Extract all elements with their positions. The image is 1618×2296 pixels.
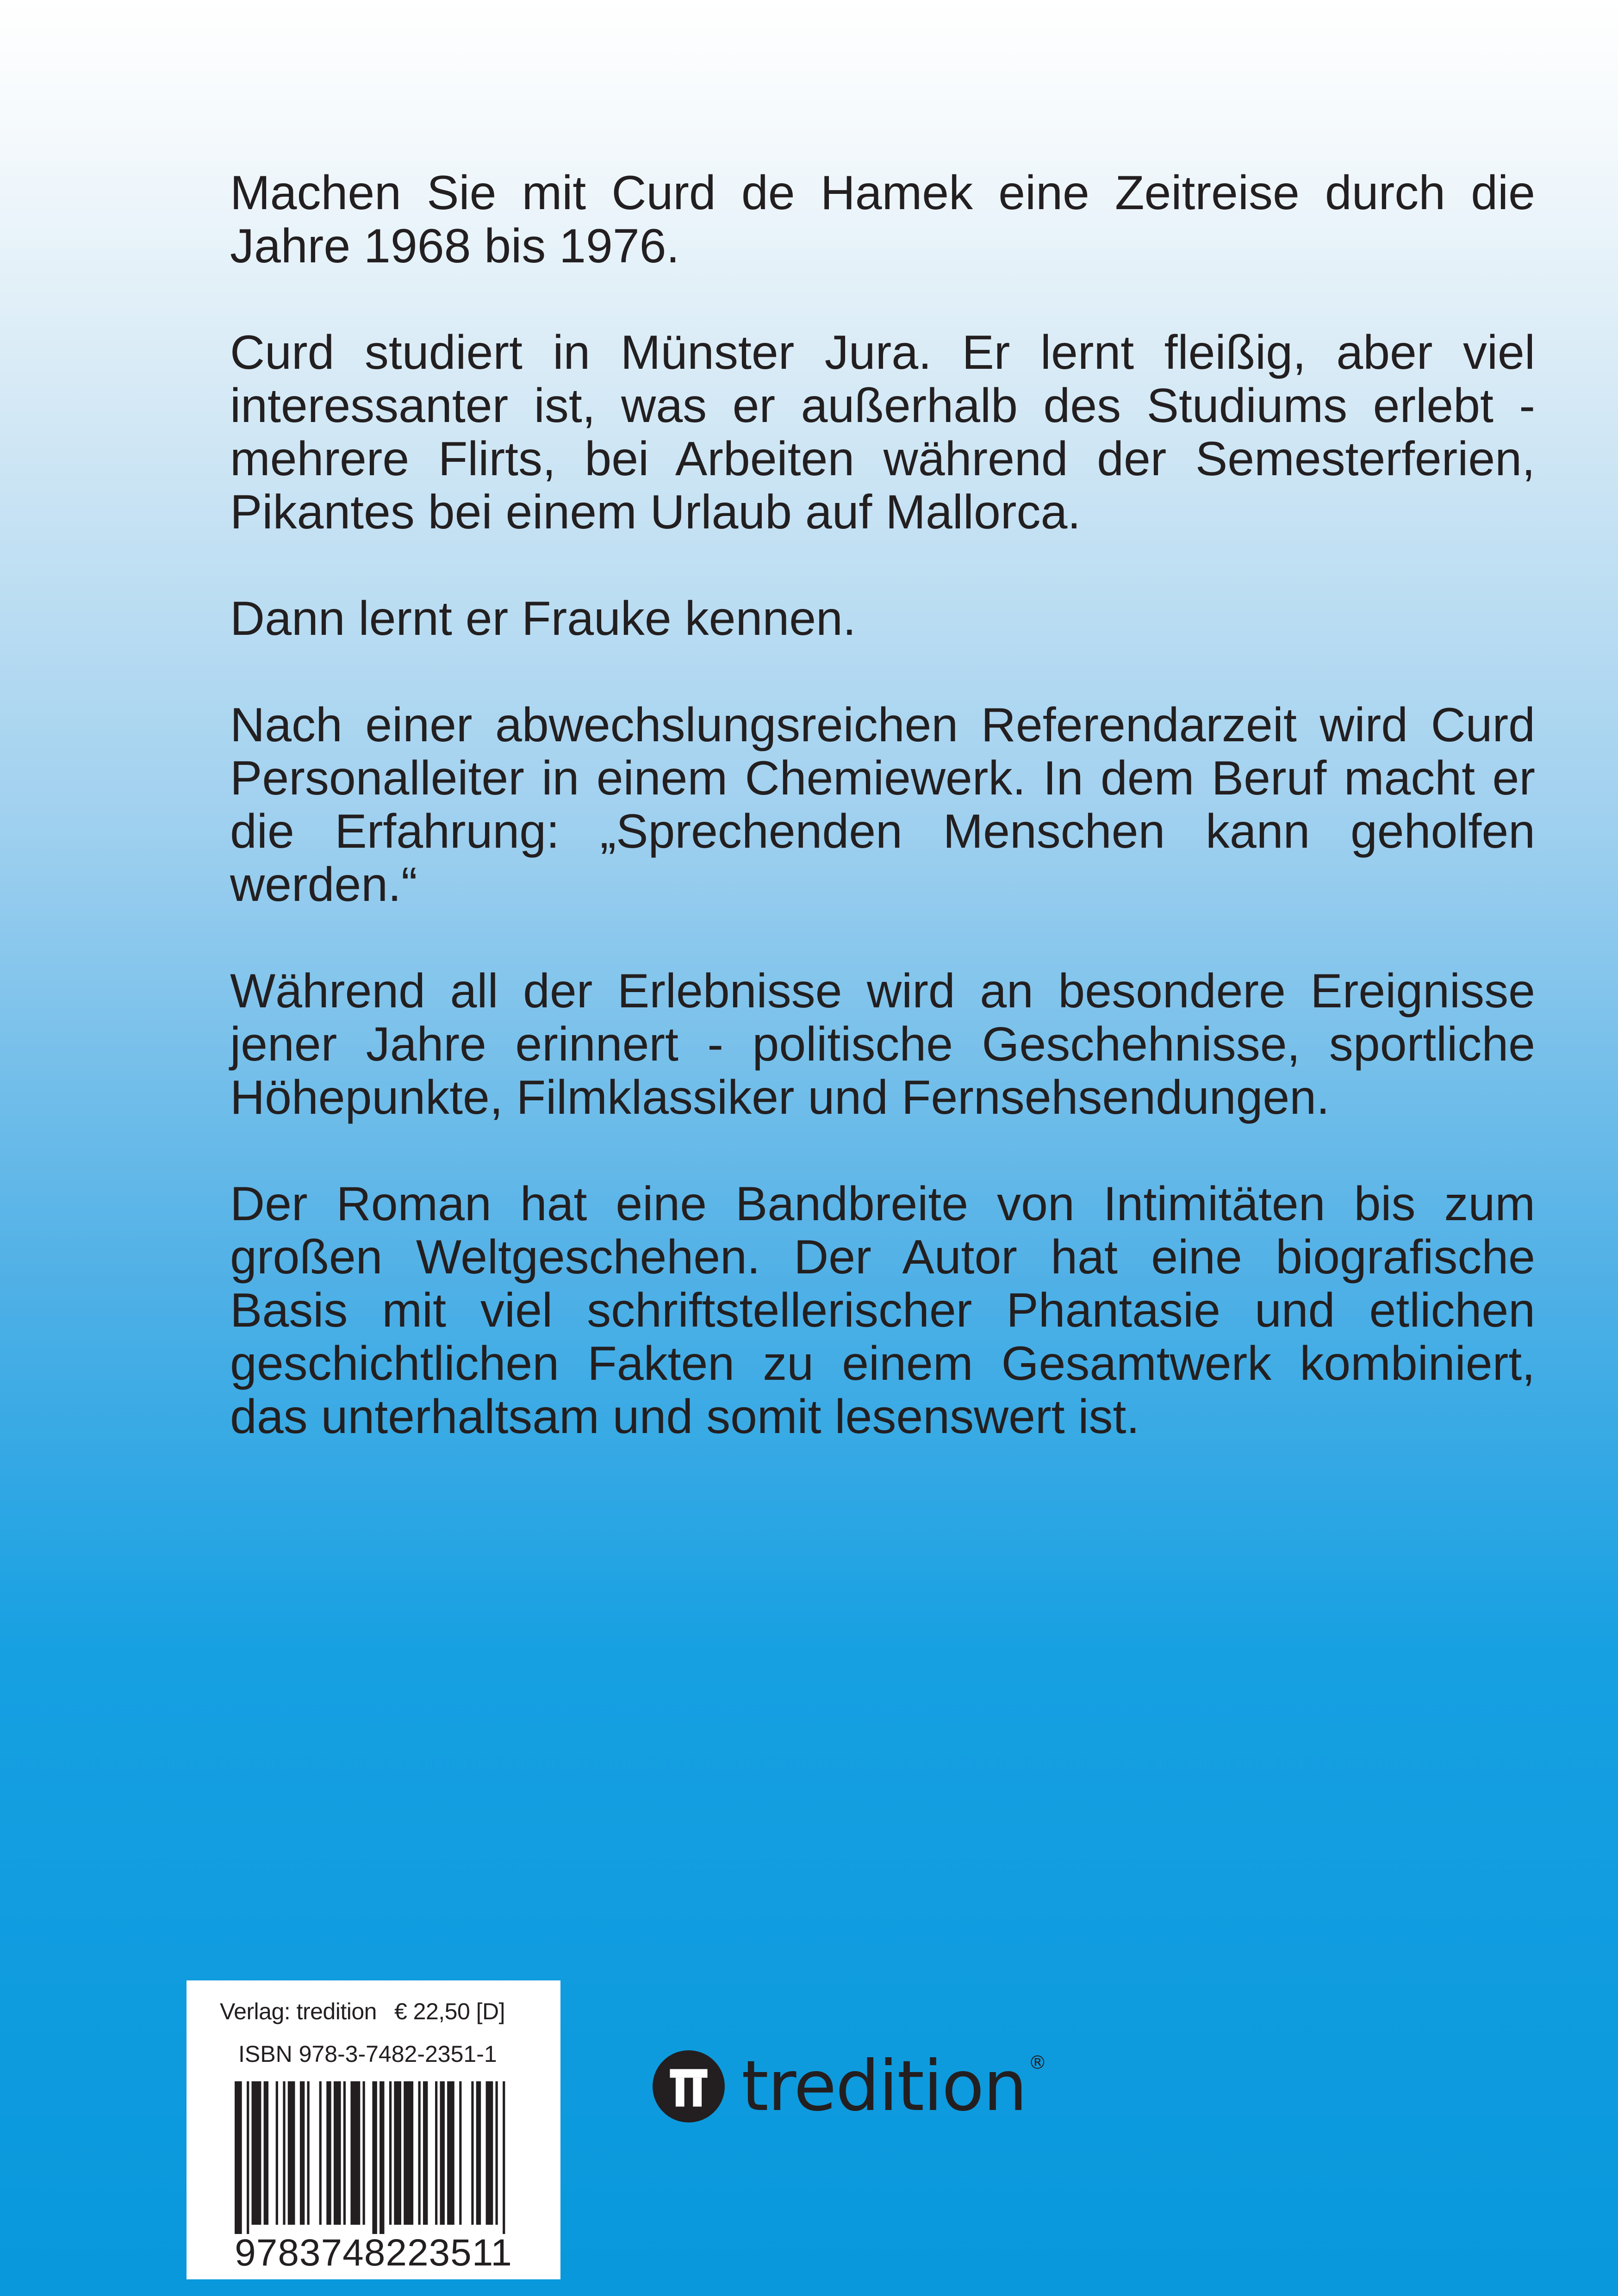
publisher-label: Verlag: tredition (220, 1998, 377, 2024)
logo-wordmark: tredition ® (741, 2046, 1046, 2127)
blurb-paragraph: Dann lernt er Frauke kennen. (230, 592, 856, 645)
barcode-icon (235, 2081, 512, 2234)
blurb-paragraph: Machen Sie mit Curd de Hamek eine Zeitreise durch die Jahre 1968 bis 1976. (230, 166, 1535, 273)
blurb-paragraph: Während all der Erlebnisse wird an besondere Ereignisse jener Jahre erinnert - politische Geschehnisse, sportliche Höhepunkte, Filmklassiker und Fernsehsendungen. (230, 964, 1535, 1124)
barcode-label (187, 1980, 560, 2279)
publisher-logo (653, 2046, 1046, 2127)
barcode-number: 9783748223511 (235, 2232, 512, 2274)
back-cover-blurb (230, 167, 1535, 1444)
blurb-paragraph: Curd studiert in Münster Jura. Er lernt fleißig, aber viel interessanter ist, was er außerhalb des Studiums erlebt - mehrere Flirts, bei Arbeiten während der Semesterferien, Pikantes bei einem Urlaub auf Mallorca. (230, 326, 1535, 539)
tredition-logo-icon (653, 2050, 725, 2122)
registered-mark: ® (1028, 2052, 1046, 2073)
blurb-paragraph: Der Roman hat eine Bandbreite von Intimitäten bis zum großen Weltgeschehen. Der Autor hat eine biografische Basis mit viel schriftstellerischer Phantasie und etlichen geschichtlichen Fakten zu einem Gesamtwerk kombiniert, das unterhaltsam und somit lesenswert ist. (230, 1177, 1535, 1444)
blurb-paragraph: Nach einer abwechslungsreichen Referendarzeit wird Curd Personalleiter in einem Chemiewerk. In dem Beruf macht er die Erfahrung: „Sprechenden Menschen kann geholfen werden.“ (230, 698, 1535, 912)
isbn-label: ISBN 978-3-7482-2351-1 (238, 2041, 497, 2067)
price-label: € 22,50 [D] (394, 1998, 505, 2024)
publisher-price-line (220, 1998, 505, 2025)
